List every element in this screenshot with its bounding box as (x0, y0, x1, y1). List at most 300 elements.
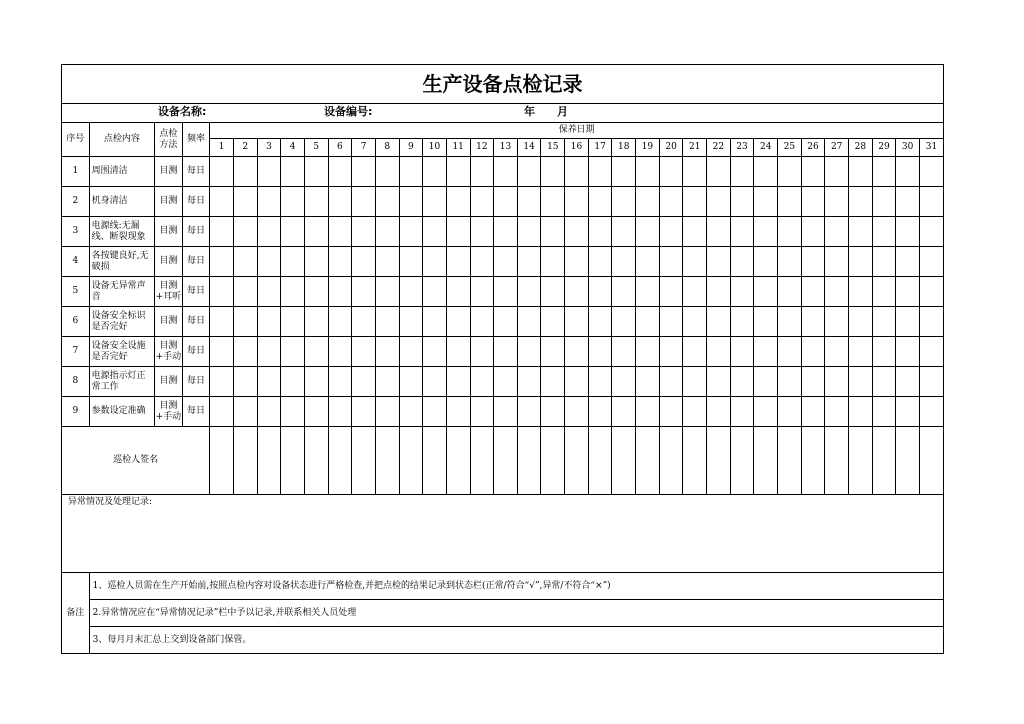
signature-cell[interactable] (730, 427, 754, 495)
check-cell[interactable] (257, 277, 281, 307)
check-cell[interactable] (399, 247, 423, 277)
check-cell[interactable] (375, 367, 399, 397)
check-cell[interactable] (565, 277, 589, 307)
check-cell[interactable] (399, 157, 423, 187)
check-cell[interactable] (896, 337, 920, 367)
check-cell[interactable] (896, 187, 920, 217)
check-cell[interactable] (352, 337, 376, 367)
check-cell[interactable] (399, 367, 423, 397)
check-cell[interactable] (612, 307, 636, 337)
check-cell[interactable] (849, 367, 873, 397)
check-cell[interactable] (328, 187, 352, 217)
check-cell[interactable] (423, 157, 447, 187)
check-cell[interactable] (636, 187, 660, 217)
check-cell[interactable] (849, 157, 873, 187)
check-cell[interactable] (423, 187, 447, 217)
check-cell[interactable] (281, 217, 305, 247)
check-cell[interactable] (494, 337, 518, 367)
check-cell[interactable] (588, 307, 612, 337)
check-cell[interactable] (233, 367, 257, 397)
check-cell[interactable] (233, 157, 257, 187)
check-cell[interactable] (636, 247, 660, 277)
check-cell[interactable] (896, 397, 920, 427)
check-cell[interactable] (399, 397, 423, 427)
check-cell[interactable] (565, 247, 589, 277)
check-cell[interactable] (849, 307, 873, 337)
check-cell[interactable] (470, 217, 494, 247)
signature-cell[interactable] (659, 427, 683, 495)
check-cell[interactable] (375, 397, 399, 427)
check-cell[interactable] (707, 307, 731, 337)
check-cell[interactable] (612, 337, 636, 367)
check-cell[interactable] (588, 337, 612, 367)
check-cell[interactable] (423, 337, 447, 367)
check-cell[interactable] (730, 337, 754, 367)
check-cell[interactable] (730, 367, 754, 397)
check-cell[interactable] (565, 337, 589, 367)
check-cell[interactable] (565, 307, 589, 337)
check-cell[interactable] (304, 277, 328, 307)
signature-cell[interactable] (375, 427, 399, 495)
signature-cell[interactable] (494, 427, 518, 495)
check-cell[interactable] (517, 247, 541, 277)
check-cell[interactable] (919, 397, 943, 427)
check-cell[interactable] (281, 247, 305, 277)
check-cell[interactable] (707, 397, 731, 427)
check-cell[interactable] (210, 337, 234, 367)
check-cell[interactable] (257, 367, 281, 397)
check-cell[interactable] (730, 277, 754, 307)
check-cell[interactable] (919, 337, 943, 367)
check-cell[interactable] (446, 217, 470, 247)
check-cell[interactable] (541, 187, 565, 217)
check-cell[interactable] (233, 337, 257, 367)
check-cell[interactable] (896, 367, 920, 397)
check-cell[interactable] (707, 277, 731, 307)
check-cell[interactable] (825, 157, 849, 187)
check-cell[interactable] (896, 307, 920, 337)
check-cell[interactable] (304, 217, 328, 247)
check-cell[interactable] (257, 187, 281, 217)
check-cell[interactable] (494, 187, 518, 217)
check-cell[interactable] (707, 217, 731, 247)
check-cell[interactable] (754, 157, 778, 187)
signature-cell[interactable] (399, 427, 423, 495)
check-cell[interactable] (257, 397, 281, 427)
check-cell[interactable] (683, 157, 707, 187)
check-cell[interactable] (446, 157, 470, 187)
check-cell[interactable] (683, 337, 707, 367)
check-cell[interactable] (588, 367, 612, 397)
check-cell[interactable] (896, 247, 920, 277)
check-cell[interactable] (872, 247, 896, 277)
check-cell[interactable] (281, 367, 305, 397)
check-cell[interactable] (849, 277, 873, 307)
check-cell[interactable] (872, 217, 896, 247)
signature-cell[interactable] (919, 427, 943, 495)
check-cell[interactable] (257, 157, 281, 187)
check-cell[interactable] (281, 397, 305, 427)
check-cell[interactable] (707, 247, 731, 277)
check-cell[interactable] (801, 307, 825, 337)
check-cell[interactable] (565, 367, 589, 397)
check-cell[interactable] (517, 307, 541, 337)
check-cell[interactable] (801, 157, 825, 187)
check-cell[interactable] (778, 367, 802, 397)
signature-cell[interactable] (281, 427, 305, 495)
check-cell[interactable] (446, 397, 470, 427)
check-cell[interactable] (423, 307, 447, 337)
check-cell[interactable] (707, 187, 731, 217)
check-cell[interactable] (233, 307, 257, 337)
check-cell[interactable] (541, 337, 565, 367)
check-cell[interactable] (754, 367, 778, 397)
check-cell[interactable] (517, 337, 541, 367)
check-cell[interactable] (730, 157, 754, 187)
check-cell[interactable] (352, 157, 376, 187)
check-cell[interactable] (352, 247, 376, 277)
check-cell[interactable] (825, 187, 849, 217)
check-cell[interactable] (801, 217, 825, 247)
check-cell[interactable] (304, 187, 328, 217)
check-cell[interactable] (825, 217, 849, 247)
check-cell[interactable] (257, 337, 281, 367)
check-cell[interactable] (659, 187, 683, 217)
check-cell[interactable] (541, 367, 565, 397)
check-cell[interactable] (233, 247, 257, 277)
check-cell[interactable] (565, 187, 589, 217)
check-cell[interactable] (849, 247, 873, 277)
check-cell[interactable] (304, 397, 328, 427)
check-cell[interactable] (659, 157, 683, 187)
check-cell[interactable] (423, 277, 447, 307)
signature-cell[interactable] (849, 427, 873, 495)
check-cell[interactable] (304, 307, 328, 337)
check-cell[interactable] (801, 277, 825, 307)
check-cell[interactable] (423, 397, 447, 427)
check-cell[interactable] (659, 217, 683, 247)
check-cell[interactable] (919, 277, 943, 307)
check-cell[interactable] (825, 277, 849, 307)
check-cell[interactable] (517, 187, 541, 217)
check-cell[interactable] (778, 397, 802, 427)
signature-cell[interactable] (588, 427, 612, 495)
check-cell[interactable] (565, 397, 589, 427)
check-cell[interactable] (446, 247, 470, 277)
check-cell[interactable] (210, 277, 234, 307)
check-cell[interactable] (778, 247, 802, 277)
check-cell[interactable] (328, 247, 352, 277)
check-cell[interactable] (730, 397, 754, 427)
check-cell[interactable] (919, 157, 943, 187)
check-cell[interactable] (801, 367, 825, 397)
check-cell[interactable] (210, 367, 234, 397)
signature-cell[interactable] (304, 427, 328, 495)
abnormal-record[interactable]: 异常情况及处理记录: (62, 495, 944, 573)
check-cell[interactable] (210, 307, 234, 337)
check-cell[interactable] (588, 247, 612, 277)
check-cell[interactable] (304, 337, 328, 367)
check-cell[interactable] (754, 217, 778, 247)
check-cell[interactable] (446, 277, 470, 307)
check-cell[interactable] (210, 157, 234, 187)
check-cell[interactable] (541, 247, 565, 277)
check-cell[interactable] (849, 397, 873, 427)
check-cell[interactable] (754, 307, 778, 337)
check-cell[interactable] (281, 157, 305, 187)
check-cell[interactable] (872, 277, 896, 307)
check-cell[interactable] (588, 217, 612, 247)
check-cell[interactable] (470, 157, 494, 187)
check-cell[interactable] (494, 277, 518, 307)
check-cell[interactable] (683, 217, 707, 247)
check-cell[interactable] (233, 397, 257, 427)
check-cell[interactable] (872, 157, 896, 187)
check-cell[interactable] (588, 157, 612, 187)
check-cell[interactable] (683, 367, 707, 397)
check-cell[interactable] (919, 307, 943, 337)
check-cell[interactable] (919, 217, 943, 247)
check-cell[interactable] (778, 187, 802, 217)
check-cell[interactable] (517, 217, 541, 247)
check-cell[interactable] (801, 397, 825, 427)
check-cell[interactable] (446, 337, 470, 367)
check-cell[interactable] (588, 187, 612, 217)
signature-cell[interactable] (541, 427, 565, 495)
check-cell[interactable] (778, 217, 802, 247)
check-cell[interactable] (446, 187, 470, 217)
check-cell[interactable] (494, 217, 518, 247)
check-cell[interactable] (399, 217, 423, 247)
check-cell[interactable] (352, 367, 376, 397)
check-cell[interactable] (659, 277, 683, 307)
check-cell[interactable] (825, 367, 849, 397)
check-cell[interactable] (375, 307, 399, 337)
check-cell[interactable] (352, 187, 376, 217)
check-cell[interactable] (541, 217, 565, 247)
check-cell[interactable] (636, 217, 660, 247)
check-cell[interactable] (612, 397, 636, 427)
check-cell[interactable] (423, 247, 447, 277)
signature-cell[interactable] (423, 427, 447, 495)
check-cell[interactable] (636, 307, 660, 337)
check-cell[interactable] (399, 187, 423, 217)
signature-cell[interactable] (233, 427, 257, 495)
check-cell[interactable] (849, 337, 873, 367)
check-cell[interactable] (707, 367, 731, 397)
check-cell[interactable] (328, 157, 352, 187)
check-cell[interactable] (328, 367, 352, 397)
check-cell[interactable] (541, 277, 565, 307)
check-cell[interactable] (872, 187, 896, 217)
signature-cell[interactable] (352, 427, 376, 495)
signature-cell[interactable] (210, 427, 234, 495)
check-cell[interactable] (825, 337, 849, 367)
check-cell[interactable] (494, 397, 518, 427)
check-cell[interactable] (375, 277, 399, 307)
check-cell[interactable] (683, 187, 707, 217)
check-cell[interactable] (399, 277, 423, 307)
signature-cell[interactable] (754, 427, 778, 495)
check-cell[interactable] (872, 337, 896, 367)
check-cell[interactable] (778, 337, 802, 367)
check-cell[interactable] (494, 307, 518, 337)
check-cell[interactable] (281, 277, 305, 307)
check-cell[interactable] (872, 307, 896, 337)
check-cell[interactable] (754, 187, 778, 217)
check-cell[interactable] (612, 217, 636, 247)
check-cell[interactable] (470, 337, 494, 367)
check-cell[interactable] (636, 337, 660, 367)
check-cell[interactable] (801, 187, 825, 217)
check-cell[interactable] (565, 157, 589, 187)
check-cell[interactable] (446, 307, 470, 337)
check-cell[interactable] (896, 277, 920, 307)
check-cell[interactable] (730, 217, 754, 247)
check-cell[interactable] (304, 247, 328, 277)
signature-cell[interactable] (778, 427, 802, 495)
check-cell[interactable] (872, 367, 896, 397)
check-cell[interactable] (612, 157, 636, 187)
signature-cell[interactable] (636, 427, 660, 495)
check-cell[interactable] (588, 277, 612, 307)
check-cell[interactable] (257, 247, 281, 277)
check-cell[interactable] (659, 397, 683, 427)
check-cell[interactable] (849, 217, 873, 247)
check-cell[interactable] (707, 337, 731, 367)
check-cell[interactable] (423, 367, 447, 397)
check-cell[interactable] (233, 277, 257, 307)
check-cell[interactable] (778, 307, 802, 337)
check-cell[interactable] (919, 247, 943, 277)
check-cell[interactable] (399, 307, 423, 337)
check-cell[interactable] (328, 397, 352, 427)
check-cell[interactable] (541, 157, 565, 187)
check-cell[interactable] (659, 307, 683, 337)
check-cell[interactable] (612, 187, 636, 217)
check-cell[interactable] (494, 367, 518, 397)
check-cell[interactable] (517, 397, 541, 427)
check-cell[interactable] (517, 277, 541, 307)
check-cell[interactable] (659, 337, 683, 367)
check-cell[interactable] (470, 367, 494, 397)
check-cell[interactable] (612, 367, 636, 397)
check-cell[interactable] (825, 397, 849, 427)
check-cell[interactable] (210, 187, 234, 217)
check-cell[interactable] (541, 307, 565, 337)
signature-cell[interactable] (825, 427, 849, 495)
check-cell[interactable] (399, 337, 423, 367)
check-cell[interactable] (281, 307, 305, 337)
check-cell[interactable] (896, 157, 920, 187)
signature-cell[interactable] (683, 427, 707, 495)
check-cell[interactable] (233, 217, 257, 247)
check-cell[interactable] (825, 247, 849, 277)
check-cell[interactable] (778, 277, 802, 307)
check-cell[interactable] (636, 367, 660, 397)
check-cell[interactable] (919, 187, 943, 217)
check-cell[interactable] (872, 397, 896, 427)
check-cell[interactable] (257, 217, 281, 247)
check-cell[interactable] (304, 367, 328, 397)
check-cell[interactable] (257, 307, 281, 337)
check-cell[interactable] (210, 217, 234, 247)
check-cell[interactable] (352, 307, 376, 337)
check-cell[interactable] (375, 157, 399, 187)
check-cell[interactable] (683, 397, 707, 427)
signature-cell[interactable] (328, 427, 352, 495)
check-cell[interactable] (659, 367, 683, 397)
check-cell[interactable] (352, 397, 376, 427)
signature-cell[interactable] (801, 427, 825, 495)
check-cell[interactable] (328, 217, 352, 247)
check-cell[interactable] (707, 157, 731, 187)
check-cell[interactable] (470, 277, 494, 307)
check-cell[interactable] (352, 217, 376, 247)
signature-cell[interactable] (612, 427, 636, 495)
signature-cell[interactable] (707, 427, 731, 495)
check-cell[interactable] (730, 247, 754, 277)
check-cell[interactable] (754, 337, 778, 367)
check-cell[interactable] (210, 397, 234, 427)
check-cell[interactable] (210, 247, 234, 277)
check-cell[interactable] (375, 217, 399, 247)
check-cell[interactable] (730, 307, 754, 337)
check-cell[interactable] (328, 337, 352, 367)
check-cell[interactable] (470, 307, 494, 337)
check-cell[interactable] (754, 397, 778, 427)
check-cell[interactable] (281, 187, 305, 217)
signature-cell[interactable] (470, 427, 494, 495)
check-cell[interactable] (281, 337, 305, 367)
check-cell[interactable] (801, 247, 825, 277)
check-cell[interactable] (612, 277, 636, 307)
check-cell[interactable] (636, 277, 660, 307)
signature-cell[interactable] (896, 427, 920, 495)
check-cell[interactable] (517, 157, 541, 187)
signature-cell[interactable] (517, 427, 541, 495)
check-cell[interactable] (494, 157, 518, 187)
check-cell[interactable] (470, 397, 494, 427)
check-cell[interactable] (754, 277, 778, 307)
check-cell[interactable] (446, 367, 470, 397)
check-cell[interactable] (352, 277, 376, 307)
check-cell[interactable] (375, 337, 399, 367)
check-cell[interactable] (423, 217, 447, 247)
check-cell[interactable] (541, 397, 565, 427)
check-cell[interactable] (683, 307, 707, 337)
check-cell[interactable] (304, 157, 328, 187)
signature-cell[interactable] (872, 427, 896, 495)
check-cell[interactable] (659, 247, 683, 277)
signature-cell[interactable] (257, 427, 281, 495)
check-cell[interactable] (375, 247, 399, 277)
check-cell[interactable] (470, 187, 494, 217)
check-cell[interactable] (849, 187, 873, 217)
check-cell[interactable] (375, 187, 399, 217)
check-cell[interactable] (919, 367, 943, 397)
check-cell[interactable] (754, 247, 778, 277)
check-cell[interactable] (588, 397, 612, 427)
check-cell[interactable] (612, 247, 636, 277)
check-cell[interactable] (636, 157, 660, 187)
check-cell[interactable] (328, 277, 352, 307)
check-cell[interactable] (233, 187, 257, 217)
check-cell[interactable] (778, 157, 802, 187)
check-cell[interactable] (565, 217, 589, 247)
check-cell[interactable] (801, 337, 825, 367)
check-cell[interactable] (730, 187, 754, 217)
